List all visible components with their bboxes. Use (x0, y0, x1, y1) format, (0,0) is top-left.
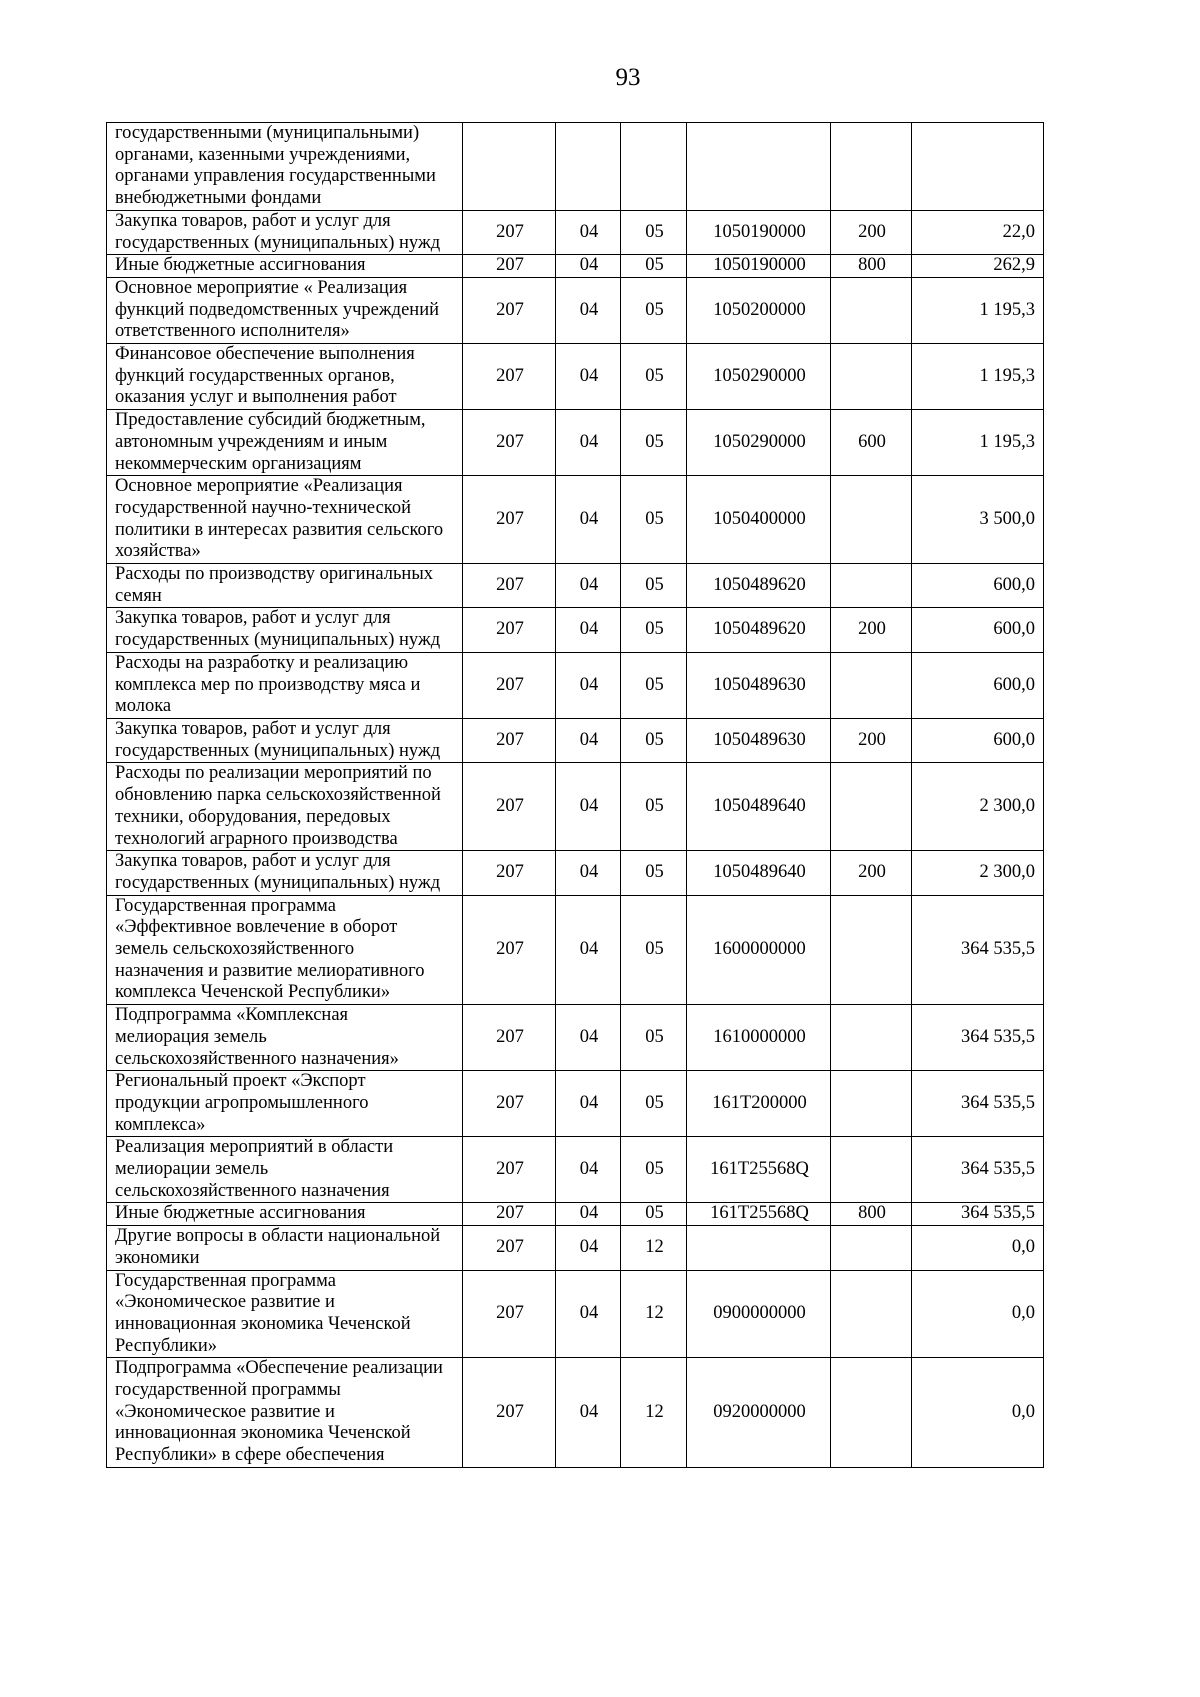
row-name: Расходы по реализации мероприятий по обновлению парка сельскохозяйственной техники, оборудования, передовых технологий аграрного производства (107, 763, 463, 851)
target-article-code (687, 123, 831, 211)
expense-type-code (831, 1071, 912, 1137)
subsection-code: 05 (621, 255, 687, 278)
target-article-code: 1050190000 (687, 255, 831, 278)
amount: 600,0 (912, 608, 1044, 652)
table-row (107, 718, 1044, 762)
grbs-code: 207 (463, 718, 556, 762)
subsection-code: 05 (621, 1137, 687, 1203)
section-code: 04 (556, 255, 621, 278)
grbs-code: 207 (463, 851, 556, 895)
target-article-code: 1050489620 (687, 564, 831, 608)
amount: 2 300,0 (912, 763, 1044, 851)
table-row (107, 1358, 1044, 1468)
section-code: 04 (556, 763, 621, 851)
grbs-code: 207 (463, 1358, 556, 1468)
row-name: Региональный проект «Экспорт продукции агропромышленного комплекса» (107, 1071, 463, 1137)
amount: 22,0 (912, 210, 1044, 254)
section-code: 04 (556, 344, 621, 410)
grbs-code: 207 (463, 410, 556, 476)
amount: 0,0 (912, 1358, 1044, 1468)
section-code: 04 (556, 1005, 621, 1071)
subsection-code: 05 (621, 763, 687, 851)
row-name: Предоставление субсидий бюджетным, автономным учреждениям и иным некоммерческим организациям (107, 410, 463, 476)
table-row (107, 652, 1044, 718)
row-name: Закупка товаров, работ и услуг для государственных (муниципальных) нужд (107, 851, 463, 895)
target-article-code: 161T25568Q (687, 1203, 831, 1226)
subsection-code: 05 (621, 1071, 687, 1137)
expense-type-code (831, 763, 912, 851)
row-name: Закупка товаров, работ и услуг для государственных (муниципальных) нужд (107, 608, 463, 652)
table-row (107, 210, 1044, 254)
row-name: Закупка товаров, работ и услуг для государственных (муниципальных) нужд (107, 210, 463, 254)
row-name: Иные бюджетные ассигнования (107, 1203, 463, 1226)
target-article-code: 1050400000 (687, 476, 831, 564)
expense-type-code (831, 1358, 912, 1468)
grbs-code: 207 (463, 1203, 556, 1226)
grbs-code: 207 (463, 652, 556, 718)
grbs-code: 207 (463, 608, 556, 652)
table-row (107, 608, 1044, 652)
target-article-code: 161T25568Q (687, 1137, 831, 1203)
subsection-code: 05 (621, 851, 687, 895)
expense-type-code (831, 344, 912, 410)
subsection-code: 05 (621, 608, 687, 652)
table-row (107, 1226, 1044, 1270)
amount: 1 195,3 (912, 410, 1044, 476)
budget-table (106, 122, 1044, 1468)
expense-type-code (831, 652, 912, 718)
target-article-code: 1050489620 (687, 608, 831, 652)
section-code: 04 (556, 895, 621, 1005)
subsection-code: 05 (621, 277, 687, 343)
target-article-code: 1050200000 (687, 277, 831, 343)
section-code: 04 (556, 1203, 621, 1226)
amount: 1 195,3 (912, 277, 1044, 343)
row-name: Государственная программа «Экономическое развитие и инновационная экономика Чеченской Республики» (107, 1270, 463, 1358)
subsection-code: 05 (621, 1203, 687, 1226)
row-name: Реализация мероприятий в области мелиорации земель сельскохозяйственного назначения (107, 1137, 463, 1203)
target-article-code: 1600000000 (687, 895, 831, 1005)
table-row (107, 851, 1044, 895)
target-article-code: 1050290000 (687, 410, 831, 476)
subsection-code: 05 (621, 718, 687, 762)
table-row (107, 410, 1044, 476)
grbs-code: 207 (463, 1071, 556, 1137)
table-row (107, 1071, 1044, 1137)
target-article-code: 1050489630 (687, 718, 831, 762)
amount: 3 500,0 (912, 476, 1044, 564)
expense-type-code: 200 (831, 210, 912, 254)
row-name: Основное мероприятие « Реализация функций подведомственных учреждений ответственного исполнителя» (107, 277, 463, 343)
row-name: государственными (муниципальными) органами, казенными учреждениями, органами управления государственными внебюджетными фондами (107, 123, 463, 211)
grbs-code: 207 (463, 1270, 556, 1358)
grbs-code: 207 (463, 255, 556, 278)
section-code: 04 (556, 851, 621, 895)
expense-type-code: 200 (831, 851, 912, 895)
section-code (556, 123, 621, 211)
target-article-code: 0900000000 (687, 1270, 831, 1358)
target-article-code: 1050489640 (687, 763, 831, 851)
section-code: 04 (556, 210, 621, 254)
target-article-code: 1610000000 (687, 1005, 831, 1071)
grbs-code: 207 (463, 763, 556, 851)
subsection-code: 05 (621, 210, 687, 254)
amount: 600,0 (912, 564, 1044, 608)
grbs-code: 207 (463, 1137, 556, 1203)
amount: 0,0 (912, 1226, 1044, 1270)
grbs-code: 207 (463, 210, 556, 254)
subsection-code: 12 (621, 1358, 687, 1468)
section-code: 04 (556, 1137, 621, 1203)
subsection-code: 05 (621, 895, 687, 1005)
subsection-code: 12 (621, 1270, 687, 1358)
amount: 600,0 (912, 652, 1044, 718)
expense-type-code (831, 277, 912, 343)
target-article-code: 1050489640 (687, 851, 831, 895)
amount: 1 195,3 (912, 344, 1044, 410)
subsection-code: 05 (621, 564, 687, 608)
section-code: 04 (556, 1226, 621, 1270)
table-row (107, 344, 1044, 410)
row-name: Подпрограмма «Комплексная мелиорация земель сельскохозяйственного назначения» (107, 1005, 463, 1071)
expense-type-code: 600 (831, 410, 912, 476)
amount: 364 535,5 (912, 1137, 1044, 1203)
table-row (107, 1203, 1044, 1226)
section-code: 04 (556, 1358, 621, 1468)
section-code: 04 (556, 718, 621, 762)
expense-type-code (831, 895, 912, 1005)
expense-type-code: 800 (831, 1203, 912, 1226)
page-number: 93 (615, 64, 641, 91)
row-name: Закупка товаров, работ и услуг для государственных (муниципальных) нужд (107, 718, 463, 762)
row-name: Расходы по производству оригинальных семян (107, 564, 463, 608)
section-code: 04 (556, 476, 621, 564)
row-name: Расходы на разработку и реализацию комплекса мер по производству мяса и молока (107, 652, 463, 718)
expense-type-code (831, 1005, 912, 1071)
table-row (107, 277, 1044, 343)
row-name: Иные бюджетные ассигнования (107, 255, 463, 278)
subsection-code: 05 (621, 410, 687, 476)
grbs-code: 207 (463, 1226, 556, 1270)
grbs-code: 207 (463, 1005, 556, 1071)
table-row (107, 1137, 1044, 1203)
section-code: 04 (556, 608, 621, 652)
target-article-code: 1050290000 (687, 344, 831, 410)
target-article-code: 0920000000 (687, 1358, 831, 1468)
expense-type-code (831, 1226, 912, 1270)
grbs-code: 207 (463, 277, 556, 343)
section-code: 04 (556, 1270, 621, 1358)
row-name: Финансовое обеспечение выполнения функций государственных органов, оказания услуг и выполнения работ (107, 344, 463, 410)
expense-type-code (831, 1137, 912, 1203)
row-name: Подпрограмма «Обеспечение реализации государственной программы «Экономическое развитие и инновационная экономика Чеченской Республики» в сфере обеспечения (107, 1358, 463, 1468)
expense-type-code (831, 1270, 912, 1358)
table-row (107, 564, 1044, 608)
expense-type-code (831, 476, 912, 564)
subsection-code: 05 (621, 652, 687, 718)
subsection-code: 12 (621, 1226, 687, 1270)
row-name: Основное мероприятие «Реализация государственной научно-технической политики в интересах развития сельского хозяйства» (107, 476, 463, 564)
expense-type-code: 200 (831, 608, 912, 652)
expense-type-code: 200 (831, 718, 912, 762)
section-code: 04 (556, 652, 621, 718)
amount: 364 535,5 (912, 1071, 1044, 1137)
table-row (107, 123, 1044, 211)
section-code: 04 (556, 1071, 621, 1137)
target-article-code: 1050190000 (687, 210, 831, 254)
amount: 600,0 (912, 718, 1044, 762)
subsection-code (621, 123, 687, 211)
subsection-code: 05 (621, 476, 687, 564)
grbs-code (463, 123, 556, 211)
table-row (107, 476, 1044, 564)
table-row (107, 1270, 1044, 1358)
section-code: 04 (556, 410, 621, 476)
subsection-code: 05 (621, 344, 687, 410)
target-article-code: 1050489630 (687, 652, 831, 718)
expense-type-code (831, 123, 912, 211)
table-row (107, 895, 1044, 1005)
amount (912, 123, 1044, 211)
amount: 364 535,5 (912, 1203, 1044, 1226)
row-name: Другие вопросы в области национальной экономики (107, 1226, 463, 1270)
target-article-code: 161T200000 (687, 1071, 831, 1137)
grbs-code: 207 (463, 344, 556, 410)
section-code: 04 (556, 564, 621, 608)
table-row (107, 763, 1044, 851)
subsection-code: 05 (621, 1005, 687, 1071)
amount: 2 300,0 (912, 851, 1044, 895)
section-code: 04 (556, 277, 621, 343)
expense-type-code (831, 564, 912, 608)
grbs-code: 207 (463, 564, 556, 608)
amount: 364 535,5 (912, 1005, 1044, 1071)
row-name: Государственная программа «Эффективное вовлечение в оборот земель сельскохозяйственного назначения и развитие мелиоративного комплекса Чеченской Республики» (107, 895, 463, 1005)
amount: 262,9 (912, 255, 1044, 278)
table-row (107, 255, 1044, 278)
amount: 0,0 (912, 1270, 1044, 1358)
amount: 364 535,5 (912, 895, 1044, 1005)
table-row (107, 1005, 1044, 1071)
grbs-code: 207 (463, 895, 556, 1005)
target-article-code (687, 1226, 831, 1270)
expense-type-code: 800 (831, 255, 912, 278)
grbs-code: 207 (463, 476, 556, 564)
